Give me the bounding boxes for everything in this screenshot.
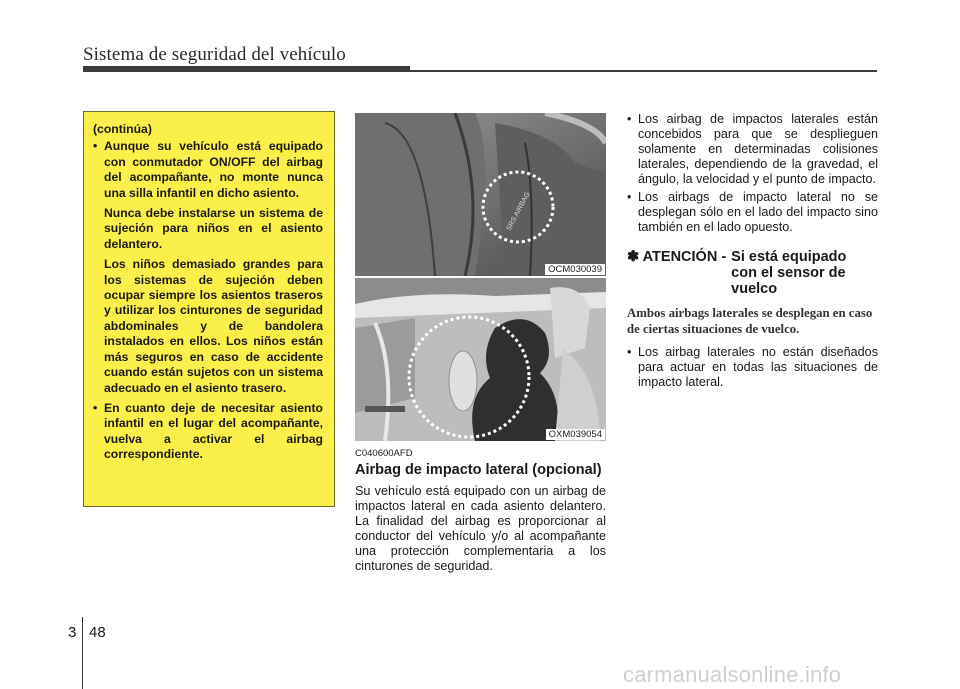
side-airbag-illustration (355, 278, 606, 441)
bullet-icon: • (627, 190, 632, 204)
warning-paragraph: Aunque su vehículo está equipado con conmutador ON/OFF del airbag del acompañante, no monte nunca una silla infantil en dicho asiento. (104, 139, 323, 200)
bullet-icon: • (93, 139, 98, 154)
figure-code: OXM039054 (546, 429, 605, 440)
right-column (627, 112, 878, 393)
seat-airbag-photo (355, 113, 606, 276)
caution-heading (627, 249, 878, 297)
list-item-text: Los airbag laterales no están diseñados para actuar en todas las situaciones de impacto lateral. (638, 345, 878, 389)
side-airbag-section (355, 448, 606, 574)
seat-airbag-label: SRS AIRBAG (505, 191, 532, 232)
warning-paragraph: En cuanto deje de necesitar asiento infantil en el lugar del acompañante, vuelva a activar el airbag correspondiente. (104, 400, 323, 462)
chapter-number: 3 (68, 624, 77, 641)
list-item (627, 345, 878, 390)
list-item-text: Los airbags de impacto lateral no se desplegan sólo en el lado del impacto sino también en el lado opuesto. (638, 190, 878, 234)
header-rule-thin (410, 70, 877, 72)
right-bullet-list (627, 112, 878, 235)
warning-item (93, 139, 323, 396)
section-code: C040600AFD (355, 448, 413, 459)
caution-subtitle: Si está equipado con el sensor de vuelco (731, 249, 847, 297)
caution-bullet-list (627, 345, 878, 390)
watermark-text: carmanualsonline.info (623, 662, 842, 687)
warning-item (93, 401, 323, 463)
caution-intro: Ambos airbags laterales se desplegan en caso de ciertas situaciones de vuelco. (627, 306, 873, 336)
warning-paragraph: Los niños demasiado grandes para los sistemas de sujeción deben ocupar siempre los asientos traseros y utilizar los cinturones de seguridad abdominales y de bandolera instalados en ellos. Los niños están más seguros en caso de accidente cuando están sujetos con un sistema adecuado en el asiento trasero. (104, 257, 323, 395)
warning-list (93, 139, 323, 462)
header-rule-thick (83, 66, 410, 72)
figure-code: OCM030039 (545, 264, 605, 275)
warning-paragraph: Nunca debe instalarse un sistema de sujeción para niños en el asiento delantero. (104, 206, 323, 251)
caution-label: ✽ ATENCIÓN - (627, 249, 727, 265)
list-item-text: Los airbag de impactos laterales están concebidos para que se desplieguen solamente en determinadas colisiones laterales, dependiendo de la gravedad, el ángulo, la velocidad y el punto de impacto. (638, 112, 878, 186)
page-number: 48 (89, 624, 106, 641)
page-header-title: Sistema de seguridad del vehículo (83, 44, 346, 65)
seat-illustration (355, 113, 606, 276)
list-item (627, 190, 878, 235)
warning-box (83, 111, 335, 507)
warning-continued-label: (continúa) (93, 122, 152, 136)
bullet-icon: • (93, 400, 98, 415)
bullet-icon: • (627, 112, 632, 126)
list-item (627, 112, 878, 187)
bullet-icon: • (627, 345, 632, 359)
side-airbag-photo (355, 278, 606, 441)
section-body: Su vehículo está equipado con un airbag de impactos lateral en cada asiento delantero. La finalidad del airbag es proporcionar al conductor del vehículo y/o al acompañante una protección complementaria a los cinturones de seguridad. (355, 484, 606, 573)
section-title: Airbag de impacto lateral (opcional) (355, 462, 602, 478)
footer-divider (82, 617, 83, 689)
